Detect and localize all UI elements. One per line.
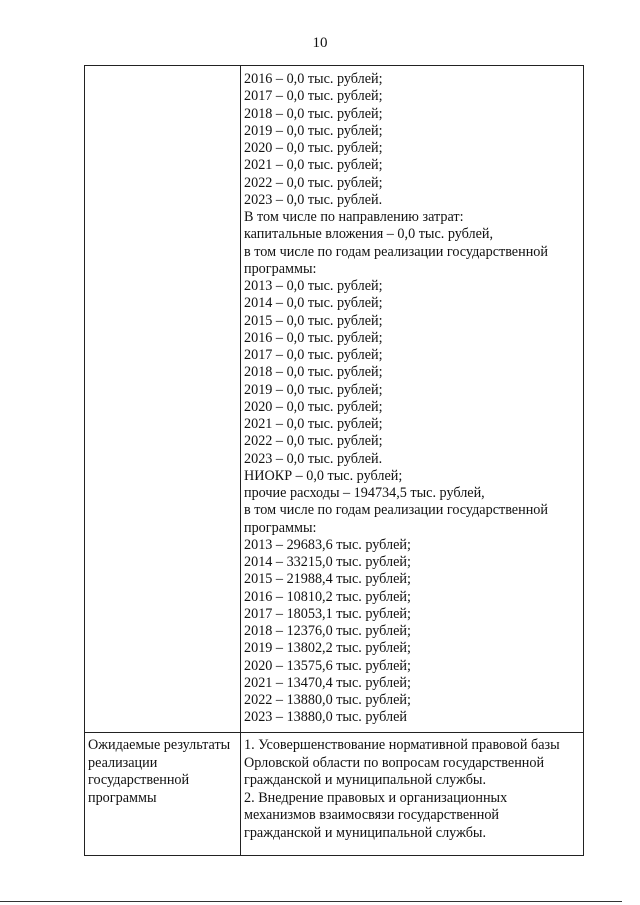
table-cell-label-expected-results <box>85 733 241 856</box>
result-line: гражданской и муниципальной службы. <box>244 772 486 788</box>
financing-line: В том числе по направлению затрат: <box>244 209 464 225</box>
table-row-expected-results <box>85 733 584 856</box>
financing-line: 2014 – 0,0 тыс. рублей; <box>244 295 383 312</box>
financing-line: программы: <box>244 519 317 536</box>
financing-line: капитальные вложения – 0,0 тыс. рублей, <box>244 226 494 243</box>
financing-line: 2023 – 0,0 тыс. рублей. <box>244 191 383 208</box>
financing-line: 2016 – 0,0 тыс. рублей; <box>244 71 383 87</box>
table-cell-expected-results <box>241 733 584 856</box>
financing-line: 2019 – 0,0 тыс. рублей; <box>244 122 383 139</box>
financing-line: 2018 – 12376,0 тыс. рублей; <box>244 623 411 639</box>
financing-line: 2020 – 13575,6 тыс. рублей; <box>244 657 411 674</box>
financing-line: 2023 – 0,0 тыс. рублей. <box>244 450 383 467</box>
label-line: реализации <box>88 754 158 771</box>
financing-line: 2014 – 33215,0 тыс. рублей; <box>244 554 411 570</box>
financing-line: в том числе по годам реализации государственной <box>244 502 548 519</box>
label-line: Ожидаемые результаты <box>88 737 231 753</box>
financing-line: 2017 – 0,0 тыс. рублей; <box>244 347 383 363</box>
financing-line: 2021 – 0,0 тыс. рублей; <box>244 157 383 174</box>
financing-line: 2020 – 0,0 тыс. рублей; <box>244 140 383 156</box>
financing-line: 2022 – 0,0 тыс. рублей; <box>244 433 383 450</box>
table-cell-label-empty <box>85 66 241 733</box>
table-cell-financing-details <box>241 66 584 733</box>
financing-line: прочие расходы – 194734,5 тыс. рублей, <box>244 485 485 501</box>
label-line: государственной <box>88 772 190 788</box>
financing-lines <box>244 71 583 727</box>
financing-line: в том числе по годам реализации государственной <box>244 243 548 260</box>
financing-line: 2018 – 0,0 тыс. рублей; <box>244 364 383 381</box>
financing-line: программы: <box>244 260 317 277</box>
page-number: 10 <box>312 35 328 51</box>
result-line: гражданской и муниципальной службы. <box>244 824 486 841</box>
financing-line: 2016 – 10810,2 тыс. рублей; <box>244 588 411 605</box>
expected-results-label <box>88 737 240 807</box>
financing-line: 2015 – 0,0 тыс. рублей; <box>244 312 383 329</box>
result-line: механизмов взаимосвязи государственной <box>244 807 500 823</box>
financing-line: 2021 – 13470,4 тыс. рублей; <box>244 674 411 691</box>
program-passport-table <box>84 65 584 856</box>
financing-line: НИОКР – 0,0 тыс. рублей; <box>244 467 403 484</box>
financing-line: 2022 – 13880,0 тыс. рублей; <box>244 692 411 708</box>
table-row-financing <box>85 66 584 733</box>
financing-line: 2017 – 18053,1 тыс. рублей; <box>244 605 411 622</box>
financing-line: 2019 – 0,0 тыс. рублей; <box>244 381 383 398</box>
financing-line: 2018 – 0,0 тыс. рублей; <box>244 105 383 122</box>
result-line: Орловской области по вопросам государственной <box>244 754 545 771</box>
financing-line: 2016 – 0,0 тыс. рублей; <box>244 329 383 346</box>
financing-line: 2023 – 13880,0 тыс. рублей <box>244 709 407 726</box>
financing-line: 2021 – 0,0 тыс. рублей; <box>244 416 383 432</box>
financing-line: 2020 – 0,0 тыс. рублей; <box>244 398 383 415</box>
financing-line: 2015 – 21988,4 тыс. рублей; <box>244 571 411 588</box>
financing-line: 2013 – 29683,6 тыс. рублей; <box>244 536 411 553</box>
financing-line: 2022 – 0,0 тыс. рублей; <box>244 174 383 191</box>
financing-line: 2017 – 0,0 тыс. рублей; <box>244 88 383 105</box>
financing-line: 2013 – 0,0 тыс. рублей; <box>244 278 383 294</box>
label-line: программы <box>88 789 157 806</box>
footer-rule <box>0 901 622 902</box>
result-line: 2. Внедрение правовых и организационных <box>244 789 508 806</box>
result-line: 1. Усовершенствование нормативной правовой базы <box>244 737 560 753</box>
financing-line: 2019 – 13802,2 тыс. рублей; <box>244 640 411 657</box>
expected-results-lines <box>244 737 583 842</box>
